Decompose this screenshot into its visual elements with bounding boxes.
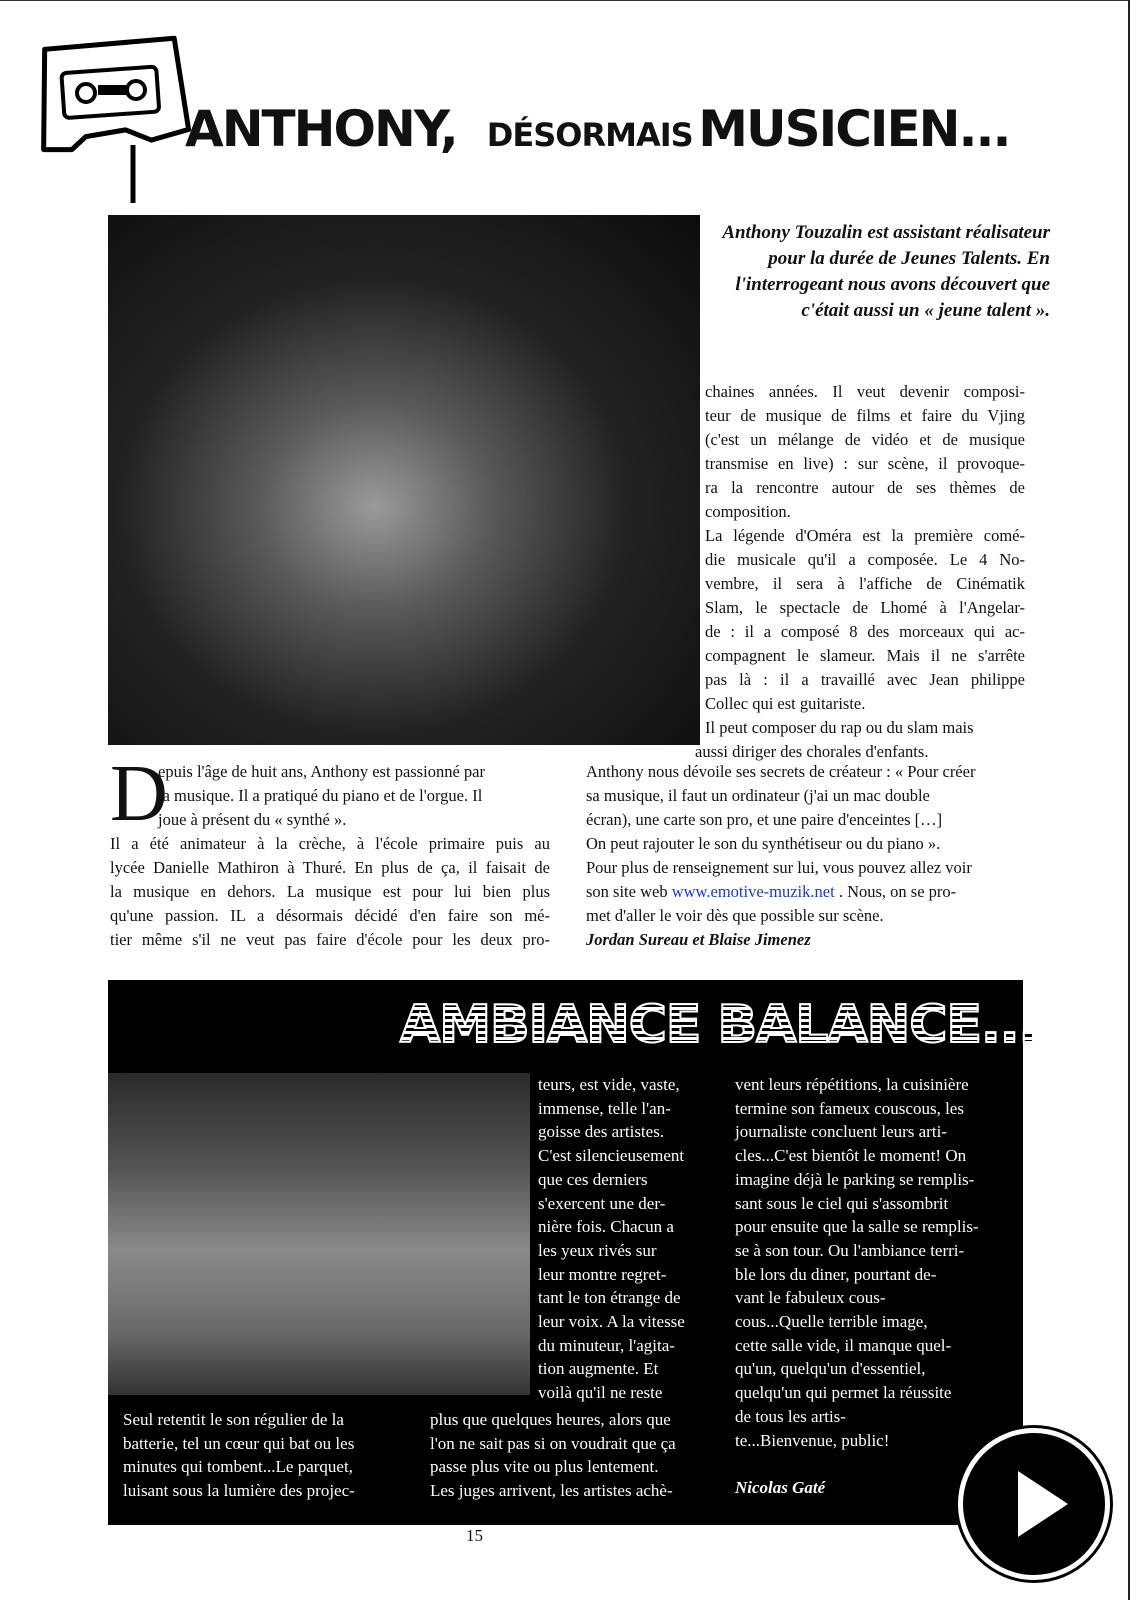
text: son site web <box>586 882 672 901</box>
text-line: ble lors du diner, pourtant de- <box>735 1264 937 1284</box>
text-line: batterie, tel un cœur qui bat ou les <box>123 1433 355 1453</box>
text-line: joue à présent du « synthé ». <box>158 810 347 829</box>
col3-text <box>735 1073 979 1500</box>
text-line: nière fois. Chacun a <box>538 1217 674 1237</box>
website-link[interactable]: www.emotive-muzik.net <box>671 882 835 901</box>
text-line: (c'est un mélange de vidéo et de musique <box>705 430 1025 449</box>
text-line: transmise en live) : sur scène, il provoque- <box>705 454 1025 473</box>
author-credit: Nicolas Gaté <box>735 1478 826 1498</box>
text-line: vembre, il sera à l'affiche de Cinématik <box>705 574 1025 593</box>
text-line: Pour plus de renseignement sur lui, vous pouvez allez voir <box>586 858 972 877</box>
col1-text <box>123 1408 355 1503</box>
text-line: Les juges arrivent, les artistes achè- <box>430 1481 673 1501</box>
left-column-dropcap <box>158 760 550 832</box>
text-line: Anthony nous dévoile ses secrets de créateur : « Pour créer <box>586 762 976 781</box>
text-line: passe plus vite ou plus lentement. <box>430 1457 659 1477</box>
text-line: plus que quelques heures, alors que <box>430 1410 671 1429</box>
text-line: cette salle vide, il manque quel- <box>735 1335 952 1355</box>
text-line: imagine déjà le parking se remplis- <box>735 1169 975 1189</box>
text-line: chaines années. Il veut devenir composi- <box>705 382 1025 401</box>
text-line: compagnent le slameur. Mais il ne s'arrête <box>705 646 1025 665</box>
col2-text-bottom <box>430 1408 676 1503</box>
left-column <box>110 832 550 952</box>
text-line: de : il a composé 8 des morceaux qui ac- <box>705 622 1025 641</box>
middle-column <box>586 760 1026 952</box>
text-line: quelqu'un qui permet la réussite <box>735 1383 952 1403</box>
text-line: immense, telle l'an- <box>538 1098 671 1118</box>
text-line: La légende d'Oméra est la première comé- <box>705 526 1025 545</box>
text-line: voilà qu'il ne reste <box>538 1383 663 1403</box>
text-line: lycée Danielle Mathiron à Thuré. En plus de ça, il faisait de <box>110 858 550 877</box>
author-credit: Jordan Sureau et Blaise Jimenez <box>586 930 811 949</box>
text-line: die musicale qu'il a composée. Le 4 No- <box>705 550 1025 569</box>
text-line: Il peut composer du rap ou du slam mais <box>705 718 974 737</box>
drop-cap: D <box>110 750 168 838</box>
text-line: minutes qui tombent...Le parquet, <box>123 1457 353 1477</box>
section-title: AMBIANCE BALANCE... <box>400 995 1038 1055</box>
text-line: sant sous le ciel qui s'assombrit <box>735 1193 949 1213</box>
text-line: que ces derniers <box>538 1169 648 1189</box>
right-column <box>695 380 1025 764</box>
text-line: écran), une carte son pro, et une paire d'enceintes […] <box>586 810 943 829</box>
title-name: ANTHONY, <box>185 100 457 158</box>
text-line: pas là : il a travaillé avec Jean philippe <box>705 670 1025 689</box>
text-line: les yeux rivés sur <box>538 1240 657 1260</box>
text-line: aussi diriger des chorales d'enfants. <box>695 742 929 761</box>
text-line: teurs, est vide, vaste, <box>538 1075 680 1094</box>
article-title <box>185 100 1010 158</box>
text-line: du minuteur, l'agita- <box>538 1335 675 1355</box>
text-line: met d'aller le voir dès que possible sur scène. <box>586 906 884 925</box>
text-line: On peut rajouter le son du synthétiseur ou du piano ». <box>586 834 941 853</box>
text-line: termine son fameux couscous, les <box>735 1098 964 1118</box>
text-line: te...Bienvenue, public! <box>735 1430 890 1450</box>
web-line <box>586 880 1026 904</box>
text-line: Collec qui est guitariste. <box>705 694 866 713</box>
cassette-icon <box>28 35 198 207</box>
text-line: Seul retentit le son régulier de la <box>123 1410 344 1429</box>
text-line: la musique en dehors. La musique est pour lui bien plus <box>110 882 550 901</box>
text-line: de tous les artis- <box>735 1406 846 1426</box>
text-line: Slam, le spectacle de Lhomé à l'Angelar- <box>705 598 1025 617</box>
text: . Nous, on se pro- <box>834 882 957 901</box>
text-line: journaliste concluent leurs arti- <box>735 1122 947 1142</box>
text-line: tier même s'il ne veut pas faire d'école pour les deux pro- <box>110 930 550 949</box>
text-line: composition. <box>705 502 791 521</box>
portrait-photo <box>108 215 700 745</box>
text-line: cous...Quelle terrible image, <box>735 1312 928 1332</box>
title-word: DÉSORMAIS <box>486 116 693 154</box>
text-line: tion augmente. Et <box>538 1359 659 1379</box>
text-line: l'on ne sait pas si on voudrait que ça <box>430 1433 676 1453</box>
text-line: leur montre regret- <box>538 1264 667 1284</box>
text-line: teur de musique de films et faire du Vjing <box>705 406 1025 425</box>
text-line: leur voix. A la vitesse <box>538 1312 685 1332</box>
text-line: vant le fabuleux cous- <box>735 1288 886 1308</box>
text-line: s'exercent une der- <box>538 1193 666 1213</box>
text-line: epuis l'âge de huit ans, Anthony est passionné par <box>158 762 485 781</box>
title-word-musicien: MUSICIEN... <box>698 100 1010 158</box>
col2-text-top <box>538 1073 685 1405</box>
text-line: Il a été animateur à la crèche, à l'école primaire puis au <box>110 834 550 853</box>
text-line: tant le ton étrange de <box>538 1288 681 1308</box>
text-line: goisse des artistes. <box>538 1122 665 1142</box>
text-line: qu'un, quelqu'un d'essentiel, <box>735 1359 926 1379</box>
text-line: cles...C'est bientôt le moment! On <box>735 1146 967 1166</box>
page-number: 15 <box>466 1526 483 1545</box>
intro-text: Anthony Touzalin est assistant réalisateur pour la durée de Jeunes Talents. En l'interrogeant nous avons découvert que c'était aussi un « jeune talent ». <box>722 222 1050 321</box>
text-line: se à son tour. Ou l'ambiance terri- <box>735 1240 965 1260</box>
text-line: luisant sous la lumière des projec- <box>123 1481 355 1501</box>
mixing-desk-photo <box>108 1073 530 1395</box>
text-line: ra la rencontre autour de ses thèmes de <box>705 478 1025 497</box>
text-line: C'est silencieusement <box>538 1146 685 1166</box>
play-icon[interactable] <box>958 1428 1110 1580</box>
text-line: la musique. Il a pratiqué du piano et de l'orgue. Il <box>158 786 483 805</box>
text-line: pour ensuite que la salle se remplis- <box>735 1217 979 1237</box>
text-line: qu'une passion. IL a désormais décidé d'en faire son mé- <box>110 906 550 925</box>
text-line: sa musique, il faut un ordinateur (j'ai un mac double <box>586 786 930 805</box>
text-line: vent leurs répétitions, la cuisinière <box>735 1075 969 1094</box>
